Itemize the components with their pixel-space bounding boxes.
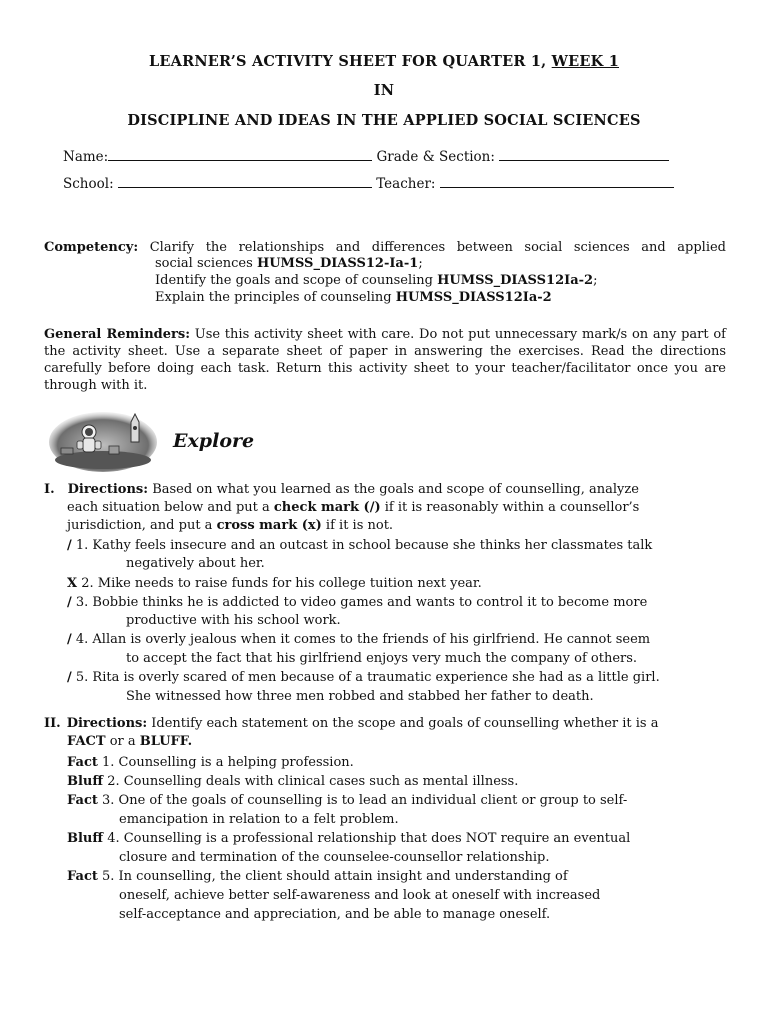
part1-line2a: each situation below and put a [67,500,274,515]
competency-code2: HUMSS_DIASS12Ia-2 [437,273,594,288]
name-label: Name: [63,149,109,165]
competency-code1: HUMSS_DIASS12-Ia-1 [256,256,419,271]
school-field-line[interactable] [118,174,372,188]
astronaut-illustration-icon [47,408,159,472]
competency-line3 [155,273,597,288]
item-text: 4. Counselling is a professional relationship that does NOT require an eventual [103,831,631,846]
part1-directions-line1 [44,482,639,497]
teacher-label: Teacher: [376,176,436,192]
part1-item [67,576,482,591]
part1-directions-line2 [67,500,639,515]
competency-text2: social sciences [155,256,257,271]
title-prefix: LEARNER’S ACTIVITY SHEET FOR QUARTER 1, [148,53,552,70]
part2-item [67,774,518,789]
teacher-field-line[interactable] [440,174,674,188]
sheet-title-line2: IN [373,82,395,99]
item-text: 5. Rita is overly scared of men because of a traumatic experience she had as a little girl. [71,670,660,685]
part1-item-cont: productive with his school work. [126,613,341,628]
part1-line3a: jurisdiction, and put a [67,518,217,533]
item-text: 5. In counselling, the client should attain insight and understanding of [97,869,568,884]
cross-mark-instruction: cross mark (x) [216,518,322,533]
answer-mark: / [67,632,72,647]
competency-line1 [44,239,726,256]
competency-sep1: ; [418,256,423,271]
sheet-title-line1 [0,53,768,70]
item-text: 4. Allan is overly jealous when it comes to the friends of his girlfriend. He cannot seem [71,632,651,647]
item-text: 1. Kathy feels insecure and an outcast in school because she thinks her classmates talk [71,538,653,553]
general-reminders [44,326,726,394]
answer-mark: X [67,576,78,591]
answer-label: Bluff [67,774,104,789]
part2-item-cont: closure and termination of the counselee-counsellor relationship. [119,850,550,865]
answer-label: Bluff [67,831,104,846]
name-field-line[interactable] [108,147,372,161]
name-grade-row [63,147,669,165]
part1-item-cont: negatively about her. [126,556,265,571]
grade-label: Grade & Section: [376,149,495,165]
part2-item [67,869,568,884]
item-text: 3. One of the goals of counselling is to lead an individual client or group to self- [97,793,628,808]
part2-item-cont: oneself, achieve better self-awareness and look at oneself with increased [119,888,601,903]
part1-line3c: if it is not. [321,518,394,533]
competency-line2 [155,256,423,271]
part2-item-cont: emancipation in relation to a felt problem. [119,812,399,827]
explore-heading: Explore [173,430,255,452]
part2-numeral: II. [44,716,61,731]
title-week: WEEK 1 [551,53,619,70]
reminders-label: General Reminders: [44,327,190,342]
answer-label: Fact [67,869,98,884]
competency-text4: Explain the principles of counseling [155,290,396,305]
answer-label: Fact [67,755,98,770]
competency-code3: HUMSS_DIASS12Ia-2 [395,290,552,305]
part2-item [67,755,354,770]
part1-item [67,632,650,647]
part2-directions-label: Directions: [66,716,148,731]
competency-label: Competency: [44,240,139,255]
part1-item [67,595,647,610]
answer-mark: / [67,670,72,685]
part2-directions-line1 [44,716,658,731]
part1-directions-line3 [67,518,393,533]
check-mark-instruction: check mark (/) [273,500,381,515]
part2-item [67,831,630,846]
school-teacher-row [63,174,674,192]
part1-line2c: if it is reasonably within a counsellor’s [380,500,640,515]
school-label: School: [63,176,114,192]
part1-line1: Based on what you learned as the goals and scope of counselling, analyze [152,482,639,497]
answer-mark: / [67,595,72,610]
part2-line1: Identify each statement on the scope and goals of counselling whether it is a [151,716,659,731]
part1-item-cont: to accept the fact that his girlfriend enjoys very much the company of others. [126,651,638,666]
competency-sep2: ; [593,273,598,288]
part1-item [67,670,660,685]
part2-item [67,793,627,808]
item-text: 3. Bobbie thinks he is addicted to video games and wants to control it to become more [71,595,648,610]
sheet-title-line3: DISCIPLINE AND IDEAS IN THE APPLIED SOCIAL SCIENCES [127,112,641,129]
competency-text3: Identify the goals and scope of counseling [155,273,438,288]
item-text: 1. Counselling is a helping profession. [97,755,354,770]
part2-directions-line2 [67,734,192,749]
part1-numeral: I. [44,482,55,497]
competency-line4 [155,290,552,305]
fact-word: FACT [67,734,106,749]
or-word: or a [105,734,140,749]
part1-item [67,538,652,553]
part2-item-cont: self-acceptance and appreciation, and be able to manage oneself. [119,907,551,922]
item-text: 2. Mike needs to raise funds for his college tuition next year. [77,576,482,591]
item-text: 2. Counselling deals with clinical cases such as mental illness. [103,774,519,789]
bluff-word: BLUFF. [139,734,193,749]
answer-label: Fact [67,793,98,808]
grade-field-line[interactable] [499,147,669,161]
part1-directions-label: Directions: [67,482,149,497]
answer-mark: / [67,538,72,553]
part1-item-cont: She witnessed how three men robbed and stabbed her father to death. [126,689,594,704]
competency-text1: Clarify the relationships and differences between social sciences and applied [149,240,726,255]
reminders-text: Use this activity sheet with care. Do not put unnecessary mark/s on any part of the activity sheet. Use a separate sheet of paper in answering the exercises. Read the directions carefully before doing each task. Return this activity sheet to your teacher/facilitator once you are through with it. [44,327,726,393]
